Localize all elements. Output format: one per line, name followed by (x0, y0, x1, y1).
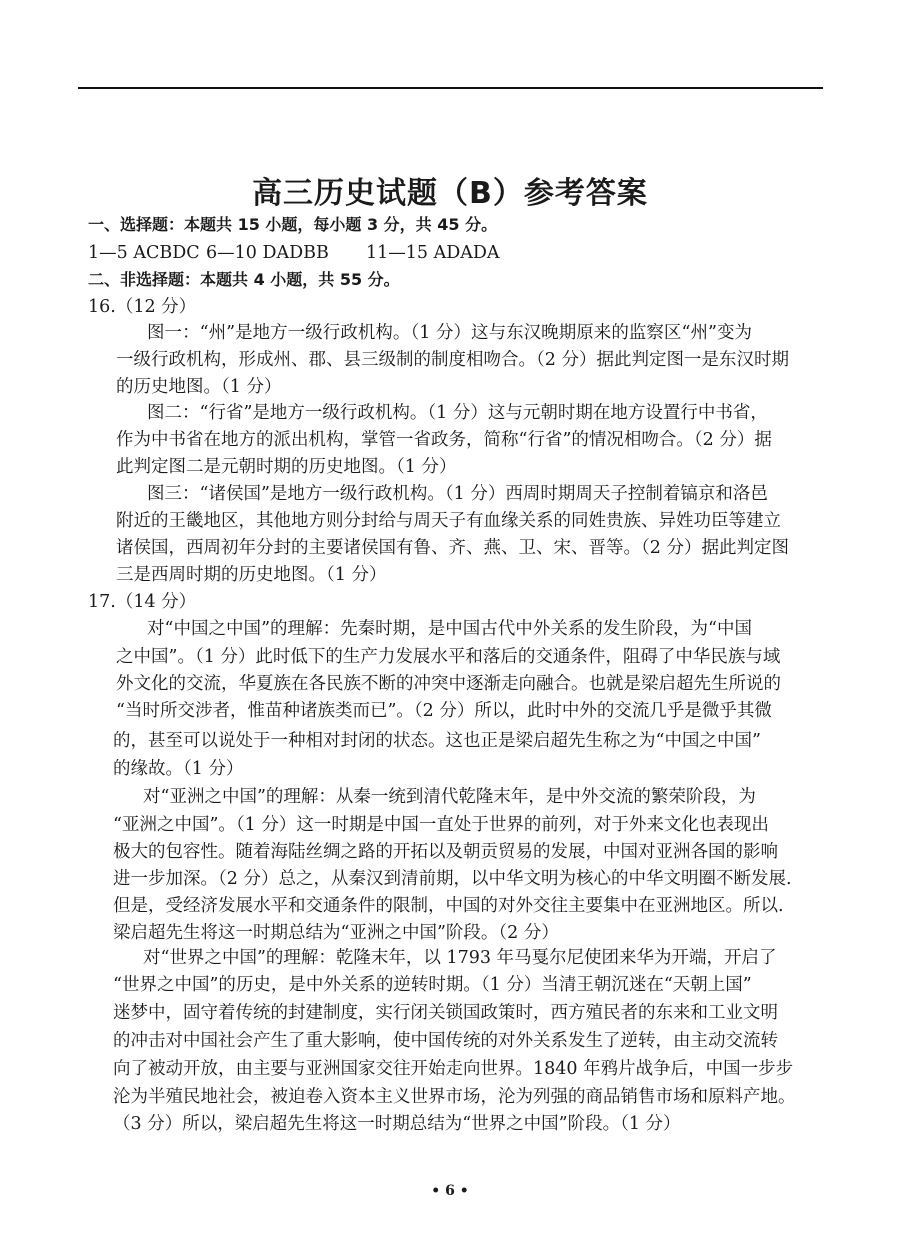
answer-text-line: 对“亚洲之中国”的理解：从秦一统到清代乾隆末年，是中外交流的繁荣阶段，为 (143, 787, 756, 807)
answer-text-line: 对“世界之中国”的理解：乾隆末年，以 1793 年马戛尔尼使团来华为开端，开启了 (143, 948, 777, 968)
answer-text-line: 的冲击对中国社会产生了重大影响，使中国传统的对外关系发生了逆转，由主动交流转 (113, 1031, 778, 1051)
page-title: 高三历史试题（B）参考答案 (252, 176, 648, 211)
answer-text-line: 图三：“诸侯国”是地方一级行政机构。（1 分）西周时期周天子控制着镐京和洛邑 (147, 484, 768, 504)
answer-key (88, 240, 688, 266)
answer-text-line: 诸侯国，西周初年分封的主要诸侯国有鲁、齐、燕、卫、宋、晋等。（2 分）据此判定图 (116, 538, 789, 558)
answer-text-line: 外文化的交流，华夏族在各民族不断的冲突中逐渐走向融合。也就是梁启超先生所说的 (116, 674, 781, 694)
answer-text-line: “世界之中国”的历史，是中外关系的逆转时期。（1 分）当清王朝沉迷在“天朝上国” (113, 975, 752, 995)
page-number: • 6 • (431, 1183, 469, 1199)
answer-text-line: 但是，受经济发展水平和交通条件的限制，中国的对外交往主要集中在亚洲地区。所以. (113, 896, 784, 916)
answer-text-line: 附近的王畿地区，其他地方则分封给与周天子有血缘关系的同姓贵族、异姓功臣等建立 (116, 511, 781, 531)
section1-heading: 一、选择题：本题共 15 小题，每小题 3 分，共 45 分。 (88, 215, 498, 234)
answer-text-line: 极大的包容性。随着海陆丝绸之路的开拓以及朝贡贸易的发展，中国对亚洲各国的影响 (113, 842, 778, 862)
answer-text-line: 的缘故。（1 分） (113, 759, 244, 779)
answer-text-line: 向了被动开放，由主要与亚洲国家交往开始走向世界。1840 年鸦片战争后，中国一步步 (113, 1059, 794, 1079)
answer-text-line: 迷梦中，固守着传统的封建制度，实行闭关锁国政策时，西方殖民者的东来和工业文明 (113, 1003, 778, 1023)
answers-11-15: 11—15 ADADA (366, 243, 500, 263)
answer-text-line: 图一：“州”是地方一级行政机构。（1 分）这与东汉晚期原来的监察区“州”变为 (147, 323, 752, 343)
section2-heading: 二、非选择题：本题共 4 小题，共 55 分。 (88, 270, 400, 289)
answers-1-5: 1—5 ACBDC (88, 243, 200, 263)
answer-text-line: 之中国”。（1 分）此时低下的生产力发展水平和落后的交通条件，阻碍了中华民族与域 (116, 647, 781, 667)
answer-text-line: 梁启超先生将这一时期总结为“亚洲之中国”阶段。（2 分） (113, 923, 559, 943)
answers-6-10: 6—10 DADBB (206, 243, 329, 263)
answer-text-line: 进一步加深。（2 分）总之，从秦汉到清前期，以中华文明为核心的中华文明圈不断发展. (113, 869, 792, 889)
answer-text-line: 作为中书省在地方的派出机构，掌管一省政务，简称“行省”的情况相吻合。（2 分）据 (116, 430, 772, 450)
answer-text-line: “当时所交涉者，惟苗种诸族类而已”。（2 分）所以，此时中外的交流几乎是微乎其微 (116, 701, 772, 721)
answer-text-line: 此判定图二是元朝时期的历史地图。（1 分） (116, 457, 457, 477)
answer-text-line: （3 分）所以，梁启超先生将这一时期总结为“世界之中国”阶段。（1 分） (113, 1114, 681, 1134)
q17-label: 17.（14 分） (88, 592, 197, 612)
header-rule (78, 87, 823, 89)
answer-text-line: 三是西周时期的历史地图。（1 分） (116, 565, 387, 585)
answer-text-line: 沦为半殖民地社会，被迫卷入资本主义世界市场，沦为列强的商品销售市场和原料产地。 (113, 1087, 796, 1107)
answer-text-line: “亚洲之中国”。（1 分）这一时期是中国一直处于世界的前列，对于外来文化也表现出 (113, 815, 769, 835)
answer-text-line: 的历史地图。（1 分） (116, 377, 282, 397)
answer-text-line: 图二：“行省”是地方一级行政机构。（1 分）这与元朝时期在地方设置行中书省， (147, 403, 768, 423)
answer-text-line: 的，甚至可以说处于一种相对封闭的状态。这也正是梁启超先生称之为“中国之中国” (113, 731, 761, 751)
q16-label: 16.（12 分） (88, 297, 197, 317)
answer-text-line: 对“中国之中国”的理解：先秦时期，是中国古代中外关系的发生阶段，为“中国 (147, 619, 752, 639)
answer-text-line: 一级行政机构，形成州、郡、县三级制的制度相吻合。（2 分）据此判定图一是东汉时期 (116, 350, 789, 370)
